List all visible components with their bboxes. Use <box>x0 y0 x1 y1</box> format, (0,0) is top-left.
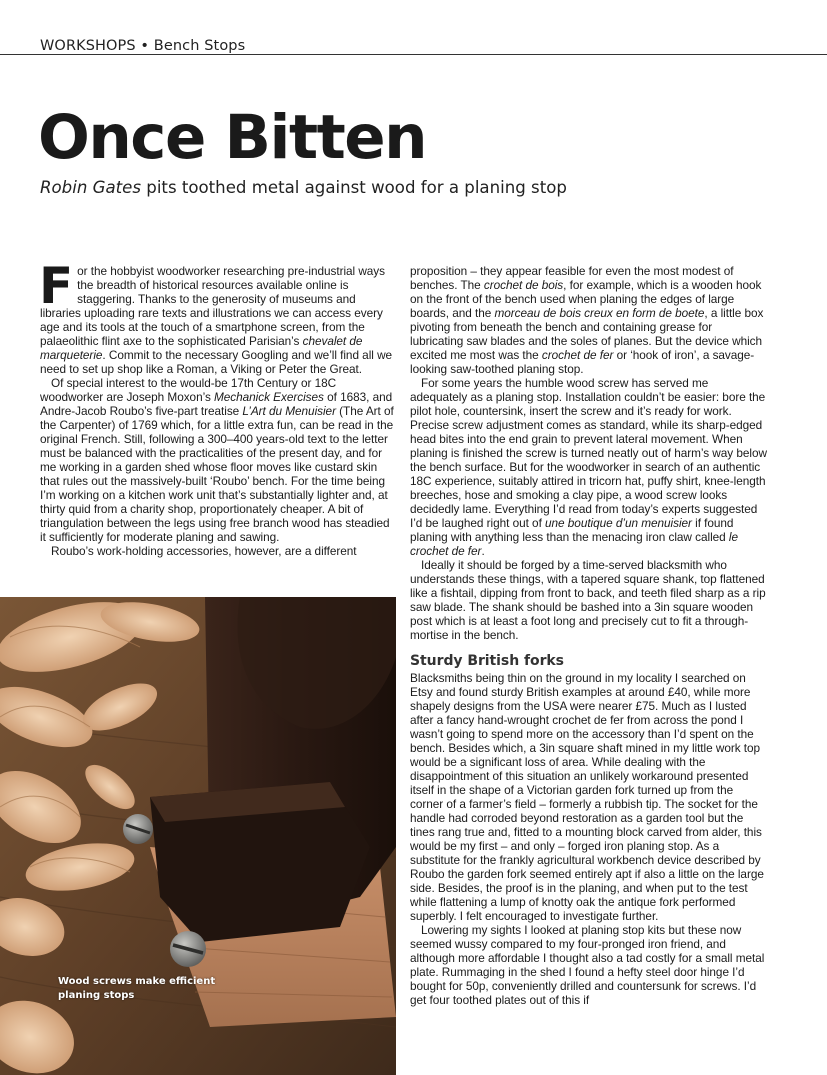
body-text-italic: L’Art du Menuisier <box>242 404 336 418</box>
section-subhead: Sturdy British forks <box>410 653 564 669</box>
body-paragraph: Lowering my sights I looked at planing stop kits but these now seemed wussy compared to my four-pronged iron friend, and although more affordable I thought also a tad costly for a small metal plate. Rummaging in the shed I found a hefty steel door hinge I’d bought for 50p, conveniently drilled and countersunk for screws. I’d get four toothed plates out of this if <box>410 923 765 1007</box>
screw-head-icon <box>170 931 206 967</box>
body-paragraph <box>410 376 767 558</box>
body-text-italic: crochet de bois <box>483 278 564 292</box>
photo-caption: Wood screws make efficient planing stops <box>58 976 216 1001</box>
header-section: WORKSHOPS <box>40 38 136 54</box>
body-text-italic: Mechanick Exercises <box>214 390 324 404</box>
body-paragraph <box>39 257 396 376</box>
body-column-right <box>410 264 767 1007</box>
body-text: if found planing with anything less than the menacing iron claw called <box>410 516 734 544</box>
author-name: Robin Gates <box>40 178 142 197</box>
body-text: of 1683, and Andre-Jacob Roubo’s five-part treatise <box>40 390 393 418</box>
body-text: (The Art of the Carpenter) of 1769 which, for a little extra fun, can be read in the original French. Still, following a 300–400 years-old text to the letter must be balanced with the practicalities of the present day, and for me working in a garden shed whose floor moves like custard skin that rules out the massively-built ‘Roubo’ bench. For the time being I’m working on a kitchen work unit that’s substantially lighter and, at thirty quid from a charity shop, proportionately cheaper. A bit of triangulation between the legs using free branch wood has steadied it sufficiently for moderate planing and sawing. <box>40 404 394 544</box>
body-paragraph <box>410 264 767 376</box>
body-text-italic: chevalet de marqueterie <box>40 334 363 362</box>
body-paragraph: Blacksmiths being thin on the ground in my locality I searched on Etsy and found sturdy British examples at around £40, while more shapely designs from the USA were nearer £75. Much as I lusted after a fancy hand-wrought crochet de fer from across the pond I wasn’t going to spend more on the accessory than I’d spent on the bench. Besides which, a 3in square shaft mined in my little work top would be a significant loss of area. While dealing with the disappointment of this situation an unlikely workaround presented itself in the shape of a Victorian garden fork turned up from the corner of a farmer’s field – formerly a rubbish tip. The socket for the handle had corroded beyond restoration as a garden tool but the tines rang true and, fitted to a mounting block carved from alder, this would be my first – and only – forged iron planing stop. As a substitute for the frankly agricultural workbench device described by Roubo the garden fork seemed entirely apt if also a little on the large side. Besides, the proof is in the planing, and when put to the test while flattening a lump of knotty oak the antique fork performed superbly. I felt encouraged to investigate further. <box>410 671 764 923</box>
body-text-italic: une boutique d’un menuisier <box>545 516 692 530</box>
body-text-italic: morceau de bois creux en form de boete <box>494 306 705 320</box>
body-column-left <box>39 257 396 558</box>
body-text: or the hobbyist woodworker researching pre-industrial ways the breadth of historical resources available online is staggering. Thanks to the generosity of museums and libraries uploading rare texts and illustrations we can access every age and its tools at the touch of a smartphone screen, from the palaeolithic flint axe to the sophisticated Parisian’s <box>40 264 386 348</box>
screw-head-icon <box>123 814 153 844</box>
article-standfirst <box>40 178 567 197</box>
standfirst-text: pits toothed metal against wood for a planing stop <box>141 178 567 197</box>
body-text: or ‘hook of iron’, a savage-looking saw-toothed planing stop. <box>410 348 755 376</box>
running-header <box>40 38 245 54</box>
body-text: . <box>481 544 485 558</box>
body-paragraph: Roubo’s work-holding accessories, however, are a different <box>51 544 357 558</box>
article-title: Once Bitten <box>38 102 427 173</box>
header-rule <box>0 54 827 55</box>
planing-stop-photo-illustration <box>0 597 396 1075</box>
header-separator: • <box>140 38 150 54</box>
body-text: proposition – they appear feasible for even the most modest of benches. The <box>410 264 734 292</box>
body-text: , for example, which is a wooden hook on the front of the bench used when planing the edges of large boards, and the <box>410 278 762 320</box>
article-photo <box>0 597 396 1075</box>
body-paragraph <box>40 376 396 544</box>
header-topic: Bench Stops <box>153 38 246 54</box>
body-paragraph: Ideally it should be forged by a time-served blacksmith who understands these things, with a tapered square shank, top flattened like a fishtail, dipping from front to back, and teeth filed sharp as a rip saw blade. The shank should be bashed into a 3in square wooden post which is at least a foot long and precisely cut to fit a through-mortise in the bench. <box>410 558 766 642</box>
body-text-italic: le crochet de fer <box>410 530 738 558</box>
drop-cap: F <box>39 257 74 315</box>
body-text: , a little box pivoting from beneath the bench and containing grease for lubricating saw blades and the soles of planes. But the device which excited me most was the <box>410 306 764 362</box>
body-text: For some years the humble wood screw has served me adequately as a planing stop. Installation couldn’t be easier: bore the pilot hole, countersink, insert the screw and it’s ready for work. Precise screw adjustment comes as standard, while its sharp-edged head bites into the end grain to prevent lateral movement. When planing is finished the screw is turned neatly out of harm’s way below the bench surface. But for the woodworker in search of an authentic 18C experience, suitably attired in tricorn hat, puffy shirt, knee-length breeches, hose and smoking a clay pipe, a wood screw looks decidedly lame. Everything I’d read from today’s experts suggested I’d be laughed right out of <box>410 376 767 530</box>
body-text: Of special interest to the would-be 17th Century or 18C woodworker are Joseph Moxon’s <box>40 376 337 404</box>
body-text: . Commit to the necessary Googling and we’ll find all we need to set up shop like a Roman, a Viking or Peter the Great. <box>40 348 393 376</box>
body-text-italic: crochet de fer <box>541 348 614 362</box>
